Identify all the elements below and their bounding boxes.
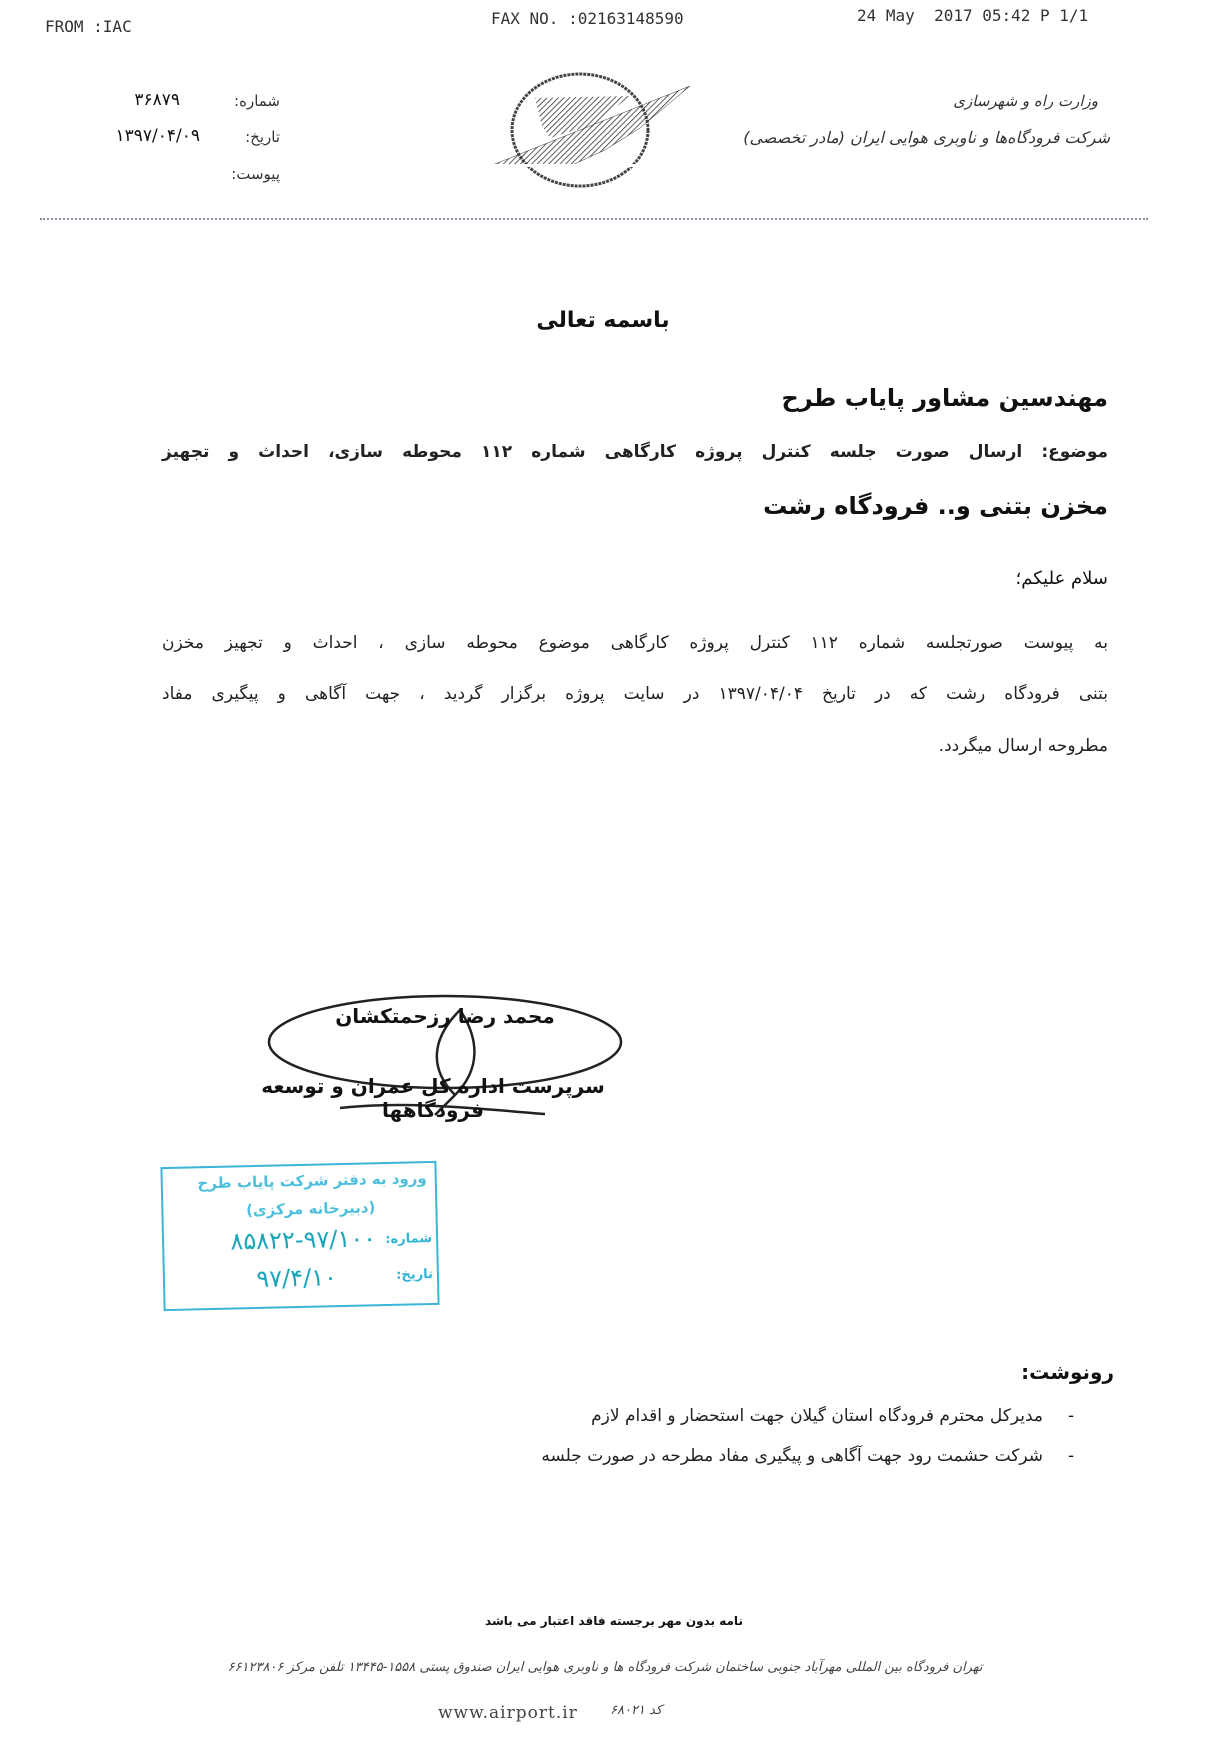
cc-label: رونوشت: bbox=[1021, 1360, 1114, 1384]
number-value: ۳۶۸۷۹ bbox=[134, 90, 180, 110]
validity-note: نامه بدون مهر برجسته فاقد اعتبار می باشد bbox=[485, 1614, 743, 1628]
greeting: سلام علیکم؛ bbox=[1015, 568, 1108, 589]
stamp-number-label: شماره: bbox=[385, 1231, 433, 1248]
airport-company-logo bbox=[480, 68, 700, 193]
attachment-label: پیوست: bbox=[231, 165, 280, 183]
date-label: تاریخ: bbox=[245, 128, 280, 146]
stamp-date-label: تاریخ: bbox=[396, 1266, 434, 1283]
footer-postal: کد ۶۸۰۲۱ bbox=[610, 1703, 663, 1718]
body-line: به پیوست صورتجلسه شماره ۱۱۲ کنترل پروژه کارگاهی موضوع محوطه سازی ، احداث و تجهیز مخزن bbox=[162, 633, 1109, 653]
invocation: باسمه تعالی bbox=[536, 308, 670, 333]
receipt-stamp bbox=[160, 1161, 439, 1311]
cc-bullet: - bbox=[1068, 1406, 1075, 1426]
date-value: ۱۳۹۷/۰۴/۰۹ bbox=[115, 126, 200, 146]
stamp-date-value: ۹۷/۴/۱۰ bbox=[256, 1263, 338, 1293]
cc-item: شرکت حشمت رود جهت آگاهی و پیگیری مفاد مطرحه در صورت جلسه bbox=[541, 1446, 1043, 1466]
fax-number: FAX NO. :02163148590 bbox=[491, 9, 684, 28]
ministry-name: وزارت راه و شهرسازی bbox=[953, 92, 1098, 110]
stamp-number-value: ۸۵۸۲۲-۹۷/۱۰۰ bbox=[230, 1224, 377, 1256]
cc-item: مدیرکل محترم فرودگاه استان گیلان جهت استحضار و اقدام لازم bbox=[591, 1406, 1043, 1426]
cc-bullet: - bbox=[1068, 1446, 1075, 1466]
recipient: مهندسین مشاور پایاب طرح bbox=[781, 384, 1108, 412]
body-line: مطروحه ارسال میگردد. bbox=[938, 736, 1108, 756]
stamp-line-2: (دبیرخانه مرکزی) bbox=[245, 1198, 376, 1220]
footer-website: www.airport.ir bbox=[438, 1703, 578, 1723]
signatory-title: سرپرست اداره کل عمران و توسعه فرودگاهها bbox=[261, 1074, 605, 1122]
fax-datetime: 24 May 2017 05:42 P 1/1 bbox=[857, 6, 1089, 25]
fax-from: FROM :IAC bbox=[45, 17, 132, 36]
stamp-line-1: ورود به دفتر شرکت پایاب طرح bbox=[197, 1169, 427, 1193]
body-line: بتنی فرودگاه رشت که در تاریخ ۱۳۹۷/۰۴/۰۴ در سایت پروژه برگزار گردید ، جهت آگاهی و پیگیری مفاد bbox=[162, 684, 1109, 704]
number-label: شماره: bbox=[234, 92, 280, 110]
signatory-name: محمد رضا رزحمتکشان bbox=[335, 1004, 555, 1028]
subject-line-1: موضوع: ارسال صورت جلسه کنترل پروژه کارگاهی شماره ۱۱۲ محوطه سازی، احداث و تجهیز bbox=[162, 442, 1108, 462]
footer-address: تهران فرودگاه بین المللی مهرآباد جنوبی ساختمان شرکت فرودگاه ها و ناوبری هوایی ایران صندوق پستی ۱۵۵۸-۱۳۴۴۵ تلفن مرکز ۶۶۱۲۳۸۰۶ bbox=[227, 1660, 983, 1675]
subject-line-2: مخزن بتنی و.. فرودگاه رشت bbox=[763, 492, 1108, 520]
company-name: شرکت فرودگاه‌ها و ناوبری هوایی ایران (مادر تخصصی) bbox=[743, 128, 1110, 147]
header-divider bbox=[40, 218, 1148, 220]
